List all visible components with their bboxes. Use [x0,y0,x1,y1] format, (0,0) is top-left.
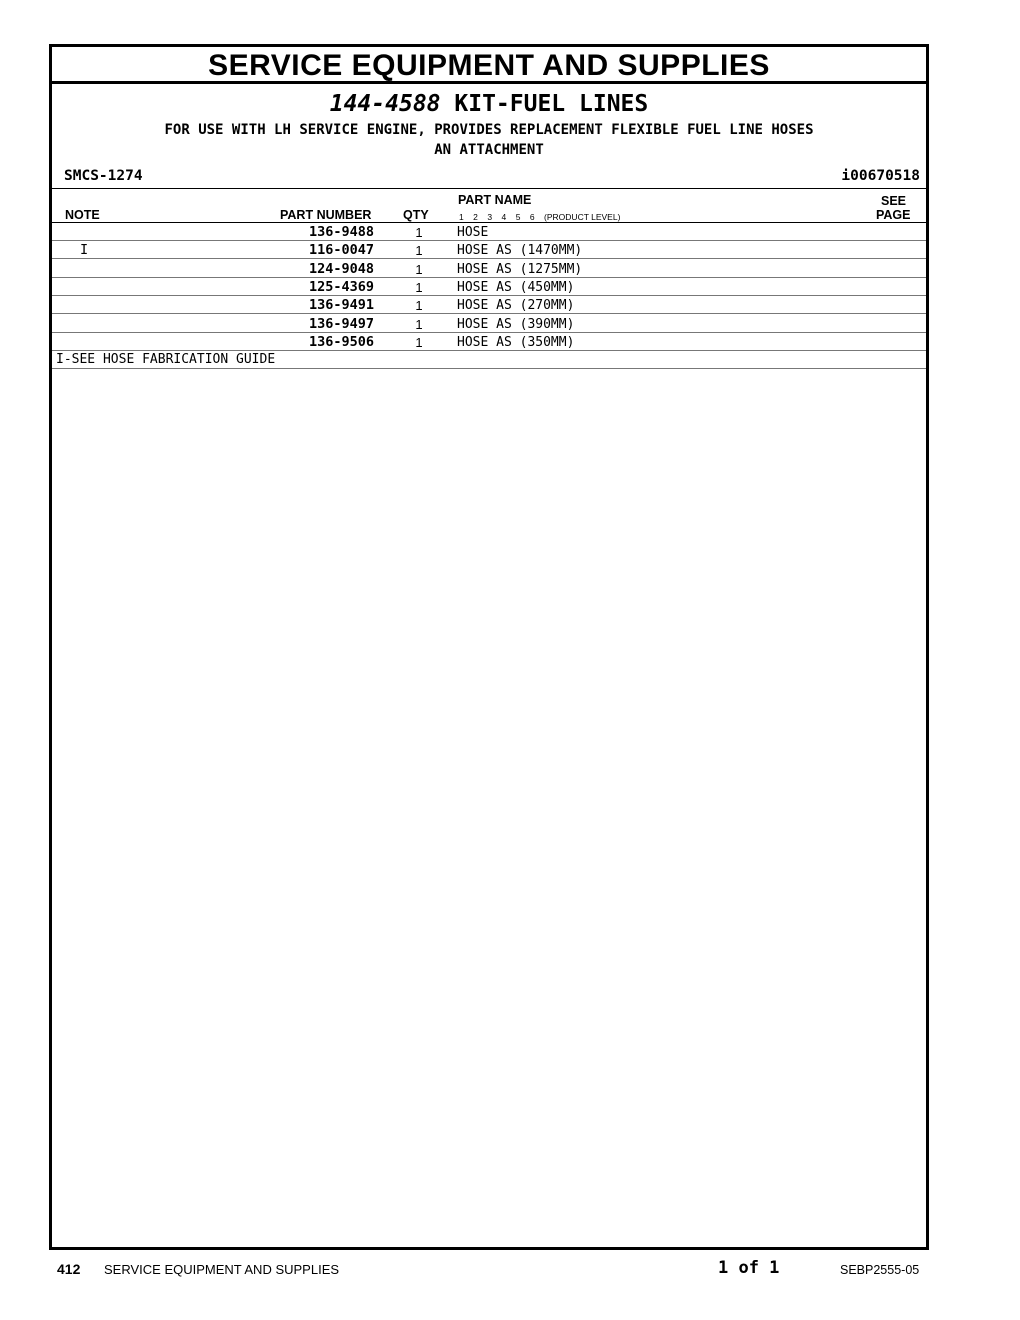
part-number-cell: 136-9491 [308,297,374,314]
page-frame [49,44,929,1250]
part-name-cell: HOSE AS (350MM) [457,334,575,350]
part-name-cell: HOSE AS (450MM) [457,279,575,295]
header-product-levels: 1 2 3 4 5 6 (PRODUCT LEVEL) [459,212,621,222]
illustration-id: i00670518 [841,168,920,184]
part-number-cell: 136-9497 [308,315,374,332]
page-number: 412 [57,1261,81,1277]
part-name-cell: HOSE AS (1275MM) [457,261,583,277]
header-page: PAGE [876,208,911,222]
section-title: SERVICE EQUIPMENT AND SUPPLIES [52,47,926,84]
note-cell: I [80,242,89,259]
footer-title: SERVICE EQUIPMENT AND SUPPLIES [104,1262,340,1277]
part-number-cell: 116-0047 [308,242,374,259]
header-note: NOTE [65,208,100,222]
part-name-cell: HOSE AS (390MM) [457,316,575,332]
page-of: 1 of 1 [718,1258,780,1278]
table-row [52,223,926,241]
part-number-cell: 136-9506 [308,333,374,350]
footnote-rule [52,368,926,369]
table-row [52,278,926,296]
part-number-cell: 124-9048 [308,260,374,277]
table-row [52,315,926,333]
smcs-code: SMCS-1274 [64,168,143,184]
qty-cell: 1 [415,261,423,277]
kit-number: 144-4588 [329,91,441,117]
header-see: SEE [881,194,907,208]
part-name-cell: HOSE AS (1470MM) [457,243,583,259]
table-row [52,296,926,314]
qty-cell: 1 [415,334,423,350]
footnote: I-SEE HOSE FABRICATION GUIDE [56,352,276,367]
qty-cell: 1 [415,225,423,240]
qty-cell: 1 [415,279,423,295]
part-number-cell: 136-9488 [308,224,374,240]
kit-title [52,91,926,117]
kit-description-line1: FOR USE WITH LH SERVICE ENGINE, PROVIDES REPLACEMENT FLEXIBLE FUEL LINE HOSES [164,122,814,138]
table-row [52,260,926,278]
kit-name: KIT-FUEL LINES [454,91,649,117]
header-part-name: PART NAME [458,193,532,207]
header-qty: QTY [403,208,429,222]
header-part-number: PART NUMBER [280,208,372,222]
document-number: SEBP2555-05 [840,1263,920,1277]
qty-cell: 1 [415,316,423,332]
qty-cell: 1 [415,298,423,314]
table-row [52,333,926,351]
part-number-cell: 125-4369 [308,278,374,295]
header-top-rule [52,188,926,189]
table-row [52,241,926,259]
qty-cell: 1 [415,243,423,259]
part-name-cell: HOSE [457,225,489,240]
kit-description-line2: AN ATTACHMENT [434,142,544,158]
part-name-cell: HOSE AS (270MM) [457,298,575,314]
